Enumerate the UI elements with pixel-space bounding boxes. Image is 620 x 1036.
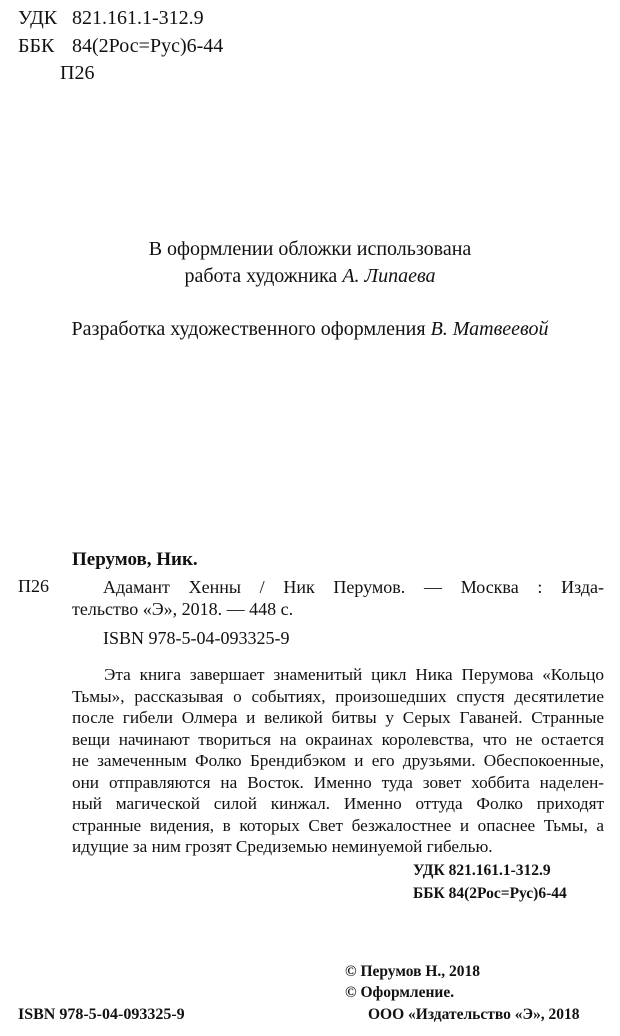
annotation-line: они отправляются на Восток. Именно туда зовет хоббита наделен- <box>72 772 604 792</box>
annotation-line: после гибели Олмера и великой битвы у Серых Гаваней. Странные <box>72 708 604 727</box>
footer-isbn: ISBN 978-5-04-093325-9 <box>18 1006 185 1023</box>
annotation-line: вещи начинают твориться на окраинах королевства, что не остается <box>72 729 604 749</box>
header-udk-value: 821.161.1-312.9 <box>72 7 204 29</box>
annotation-line: ный магической силой кинжал. Именно оттуда Фолко приходят <box>72 794 604 813</box>
catalog-author: Перумов, Ник. <box>72 549 198 570</box>
design-credit-prefix: Разработка художественного оформления <box>71 318 431 340</box>
cover-artist: А. Липаева <box>342 265 436 287</box>
cover-credit-prefix: работа художника <box>184 265 343 287</box>
annotation-line: Эта книга завершает знаменитый цикл Ника Перумова «Кольцо <box>104 665 604 684</box>
annotation-line: странные видения, в которых Свет безжалостнее и опаснее Тьмы, а <box>72 815 604 835</box>
header-udk-label: УДК <box>18 7 58 29</box>
classification-udk: УДК 821.161.1-312.9 <box>413 862 551 879</box>
copyright-author: © Перумов Н., 2018 <box>345 963 480 980</box>
cover-credit-line2 <box>0 264 620 288</box>
copyright-design: © Оформление. <box>345 984 455 1001</box>
catalog-title-line2: тельство «Э», 2018. — 448 с. <box>72 599 294 619</box>
header-bbk-value: 84(2Рос=Рус)6-44 <box>72 35 224 57</box>
header-author-mark: П26 <box>60 62 95 84</box>
annotation <box>72 664 604 858</box>
header-bbk-label: ББК <box>18 35 55 57</box>
catalog-isbn: ISBN 978-5-04-093325-9 <box>103 628 290 648</box>
design-credit <box>0 317 620 341</box>
annotation-line: не замеченным Фолко Брендибэком и его друзьями. Обеспокоенные, <box>72 751 604 770</box>
catalog-mark: П26 <box>18 576 49 596</box>
cover-credit-line1: В оформлении обложки использована <box>148 238 472 260</box>
catalog-title-line1: Адамант Хенны / Ник Перумов. — Москва : Изда- <box>103 577 604 597</box>
design-artist: В. Матвеевой <box>430 318 549 340</box>
copyright-publisher: ООО «Издательство «Э», 2018 <box>368 1006 580 1023</box>
classification-bbk: ББК 84(2Рос=Рус)6-44 <box>413 885 567 902</box>
annotation-line: идущие за ним грозят Средиземью неминуемой гибелью. <box>72 837 493 856</box>
annotation-line: Тьмы», рассказывая о событиях, произошедших спустя десятилетие <box>72 686 604 706</box>
